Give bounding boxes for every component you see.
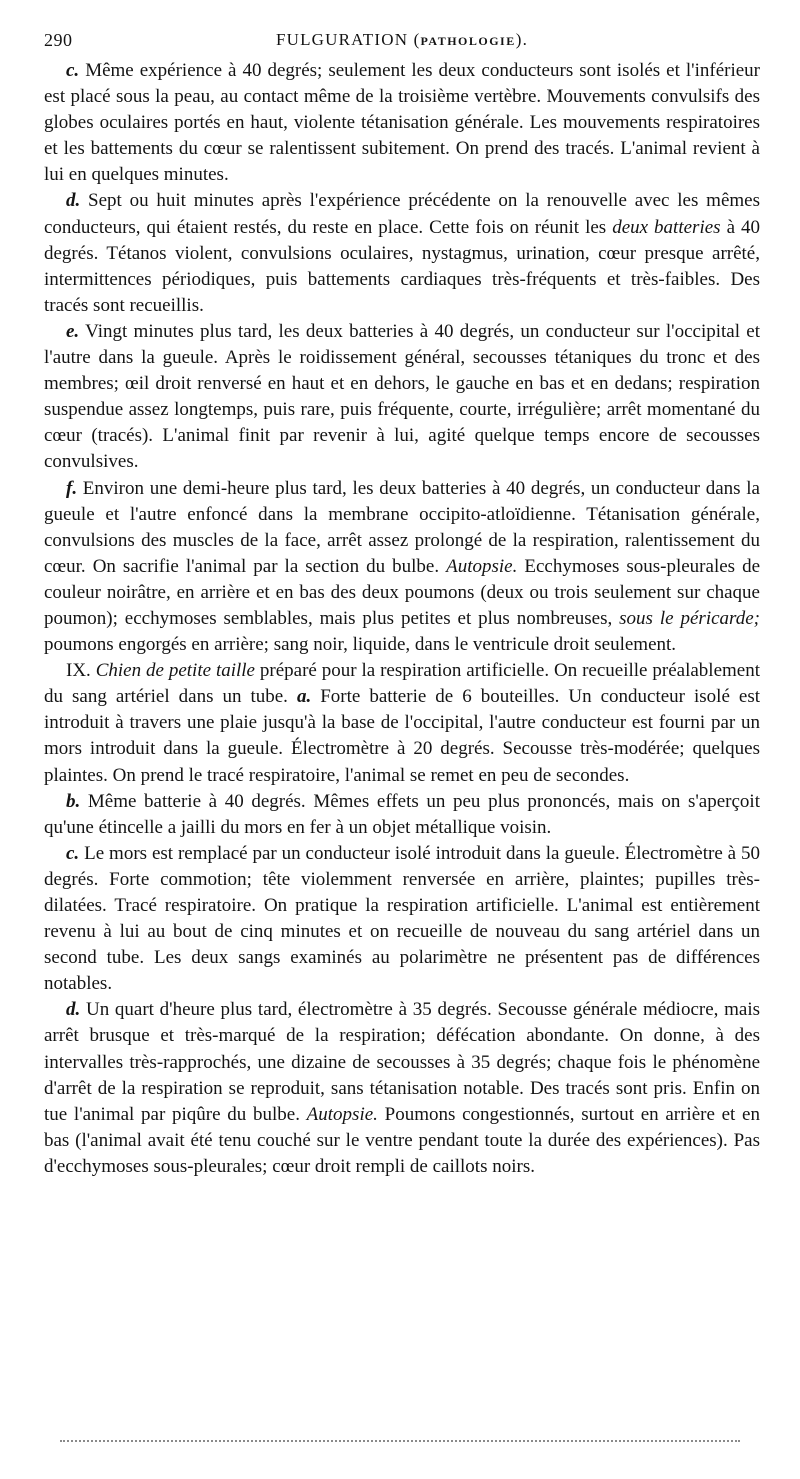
emphasis-text: Chien de petite taille	[90, 660, 255, 682]
emphasis-text: sous le péricarde;	[619, 607, 760, 629]
running-title-sub: PATHOLOGIE	[420, 34, 516, 48]
paragraph-text: Poumons congestionnés, surtout en arrière et en bas (l'animal avait été tenu couché sur le ventre pendant toute la durée des expériences). Pas d'ecchymoses sous-pleurales; cœur droit rempli de caillots noirs.	[44, 1103, 760, 1177]
footer-rule	[60, 1440, 740, 1442]
paragraph-text: préparé pour la respiration artificielle. On recueille préalablement du sang artériel dans un tube.	[44, 660, 760, 708]
running-head	[44, 28, 760, 58]
paragraph-text: Vingt minutes plus tard, les deux batteries à 40 degrés, un conducteur sur l'occipital et l'autre dans la gueule. Après le roidissement général, secousses tétaniques du tronc et des membres; œil droit renversé en haut et en dehors, le gauche en bas et en dedans; respiration suspendue assez longtemps, puis rare, puis fréquente, courte, irrégulière; arrêt momentané du cœur (tracés). L'animal finit par revenir à lui, agité quelque temps encore de secousses convulsives.	[44, 320, 760, 473]
paragraph-text: Même batterie à 40 degrés. Mêmes effets un peu plus prononcés, mais on s'aperçoit qu'une étincelle a jailli du mors en fer à un objet métallique voisin.	[44, 790, 760, 838]
paragraph-text: Le mors est remplacé par un conducteur isolé introduit dans la gueule. Électromètre à 50 degrés. Forte commotion; tête violemment renversée en arrière, plaintes; pupilles très-dilatées. Tracé respiratoire. On pratique la respiration artificielle. L'animal est entièrement revenu à lui au bout de cinq minutes et on recueille de nouveau du sang artériel dans un second tube. Les deux sangs examinés au polarimètre ne présentent pas de différences notables.	[44, 842, 760, 995]
paragraph-label: a.	[296, 686, 312, 708]
paragraph-label: c.	[66, 60, 80, 81]
paragraph-c1	[44, 58, 760, 188]
running-title-close: ).	[515, 30, 529, 49]
paragraph-text: poumons engorgés en arrière; sang noir, liquide, dans le ventricule droit seulement.	[44, 634, 677, 656]
emphasis-text: Autopsie.	[306, 1103, 378, 1125]
paragraph-text: Ecchymoses sous-pleurales de couleur noirâtre, en arrière et en bas des deux poumons (deux ou trois seulement sur chaque poumon); ecchymoses semblables, mais plus petites et plus nombreuses,	[44, 555, 761, 629]
paragraph-c2	[44, 841, 760, 998]
paragraph-d1	[44, 188, 760, 318]
paragraph-text: Même expérience à 40 degrés; seulement les deux conducteurs sont isolés et l'inférieur est placé sous la peau, au contact même de la troisième vertèbre. Mouvements convulsifs des globes oculaires portés en haut, violente tétanisation générale. Les mouvements respiratoires et les battements du cœur se ralentissent subitement. On prend des tracés. L'animal revient à lui en quelques minutes.	[44, 60, 760, 186]
paragraph-ix	[44, 658, 760, 788]
paragraph-label: b.	[66, 790, 81, 812]
paragraph-label: f.	[66, 477, 78, 499]
paragraph-e1	[44, 319, 760, 476]
paragraph-b2	[44, 789, 760, 841]
running-title-main: FULGURATION	[275, 30, 409, 49]
page	[44, 28, 760, 1180]
paragraph-f1	[44, 476, 760, 659]
running-title-open: (	[408, 30, 421, 49]
paragraph-label: d.	[66, 190, 81, 212]
paragraph-label: e.	[66, 320, 80, 342]
paragraph-d2	[44, 997, 760, 1180]
running-title	[44, 30, 760, 50]
paragraph-text: Sept ou huit minutes après l'expérience précédente on la renouvelle avec les mêmes conducteurs, qui étaient restés, du reste en place. Cette fois on réunit les	[44, 190, 760, 238]
section-number: IX.	[66, 660, 91, 682]
paragraph-text: Environ une demi-heure plus tard, les deux batteries à 40 degrés, un conducteur dans la gueule et l'autre enfoncé dans la membrane occipito-atloïdienne. Tétanisation générale, convulsions des muscles de la face, arrêt assez prolongé de la respiration, ralentissement du cœur. On sacrifie l'animal par la section du bulbe.	[44, 477, 760, 577]
paragraph-label: d.	[66, 999, 81, 1021]
paragraph-text: Un quart d'heure plus tard, électromètre à 35 degrés. Secousse générale médiocre, mais arrêt brusque et très-marqué de la respiration; défécation abondante. On donne, à des intervalles très-rapprochés, une dizaine de secousses à 35 degrés; chaque fois le phénomène d'arrêt de la respiration se reproduit, sans tétanisation notable. Des tracés sont pris. Enfin on tue l'animal par piqûre du bulbe.	[44, 999, 760, 1125]
body-text	[44, 58, 760, 1180]
page-number: 290	[44, 30, 73, 50]
emphasis-text: deux batteries	[612, 216, 721, 238]
paragraph-text: Forte batterie de 6 bouteilles. Un conducteur isolé est introduit à travers une plaie jusqu'à la base de l'occipital, l'autre conducteur est fourni par un mors introduit dans la gueule. Électromètre à 20 degrés. Secousse très-modérée; quelques plaintes. On prend le tracé respiratoire, l'animal se remet en peu de secondes.	[44, 686, 761, 786]
paragraph-text: à 40 degrés. Tétanos violent, convulsions oculaires, nystagmus, urination, cœur presque arrêté, intermittences périodiques, puis battements cardiaques très-fréquents et très-faibles. Des tracés sont recueillis.	[44, 216, 761, 316]
emphasis-text: Autopsie.	[446, 555, 518, 577]
paragraph-label: c.	[66, 842, 80, 864]
